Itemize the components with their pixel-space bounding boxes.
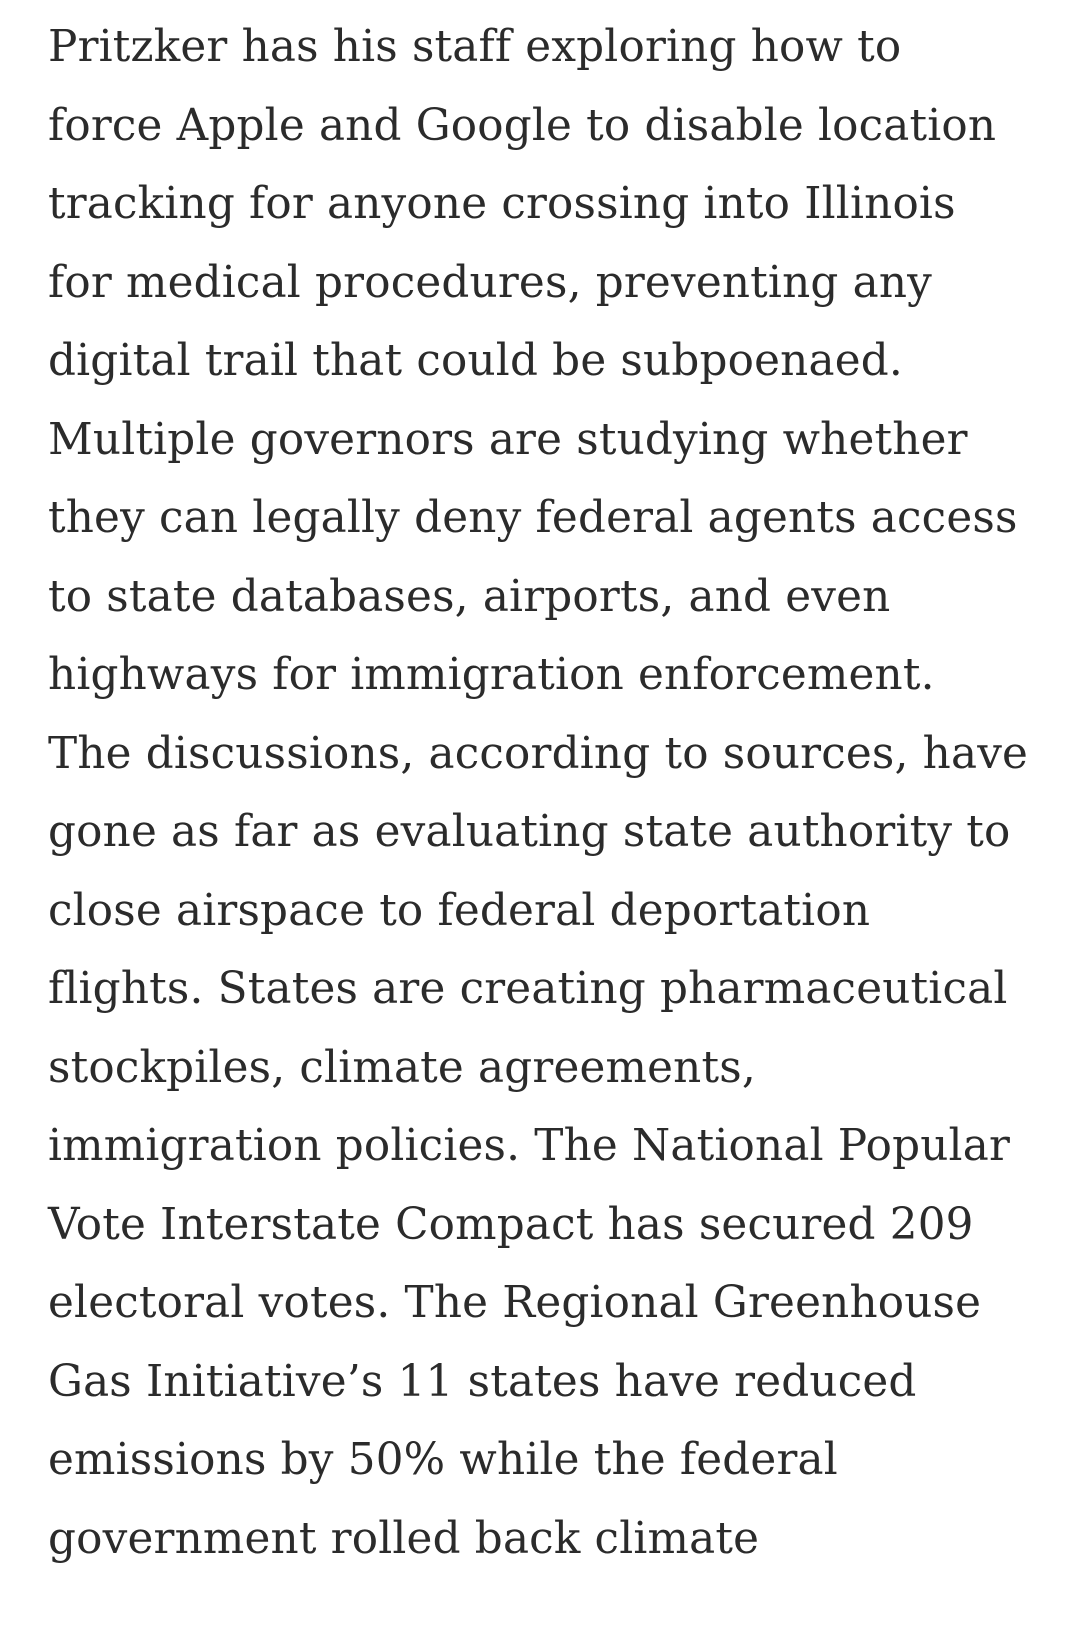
article-paragraph: [48, 8, 1080, 1578]
text-line: digital trail that could be subpoenaed.: [48, 335, 903, 386]
text-line: highways for immigration enforcement.: [48, 649, 935, 700]
text-line: force Apple and Google to disable location: [48, 99, 997, 151]
text-line: The discussions, according to sources, have: [48, 727, 1029, 779]
text-line: stockpiles, climate agreements,: [48, 1041, 756, 1093]
text-line: government rolled back climate: [48, 1512, 760, 1564]
text-line: they can legally deny federal agents access: [48, 492, 1018, 543]
text-line: Vote Interstate Compact has secured 209: [48, 1198, 974, 1250]
text-line: Multiple governors are studying whether: [48, 413, 968, 465]
text-line: tracking for anyone crossing into Illinois: [48, 178, 956, 229]
text-line: flights. States are creating pharmaceutical: [48, 963, 1008, 1014]
text-line: Gas Initiative’s 11 states have reduced: [48, 1355, 917, 1407]
text-line: for medical procedures, preventing any: [48, 256, 933, 308]
text-line: to state databases, airports, and even: [48, 570, 891, 622]
text-line: gone as far as evaluating state authority to: [48, 806, 1011, 857]
text-line: Pritzker has his staff exploring how to: [48, 21, 902, 72]
text-line: emissions by 50% while the federal: [48, 1434, 838, 1485]
text-line: close airspace to federal deportation: [48, 884, 871, 936]
text-line: immigration policies. The National Popular: [48, 1120, 1011, 1171]
text-line: electoral votes. The Regional Greenhouse: [48, 1277, 982, 1328]
